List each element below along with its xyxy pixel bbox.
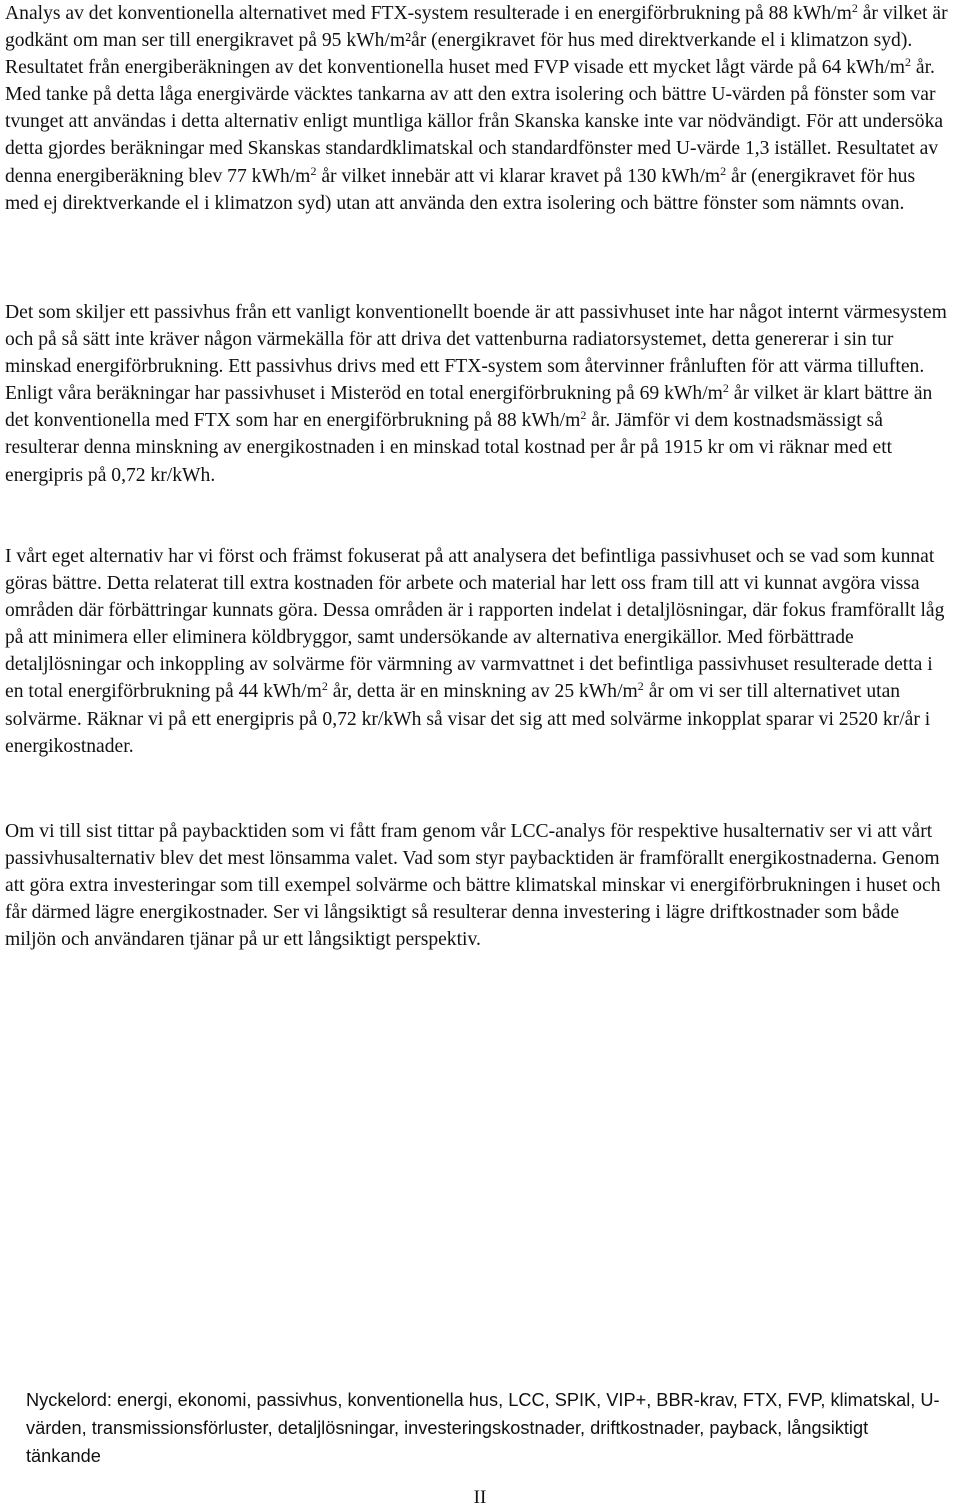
text-segment: år vilket är klart bättre än det konventionella med FTX som har en energiförbrukning på 88 kWh/m	[5, 383, 933, 432]
text-segment: Om vi till sist tittar på paybacktiden som vi fått fram genom vår LCC-analys för respektive husalternativ ser vi att vårt passivhusalternativ blev det mest lönsamma valet. Vad som styr paybacktiden är framförallt energikostnaderna. Genom att göra extra investeringar som till exempel solvärme och bättre klimatskal minskar vi energiförbrukningen i huset och får därmed lägre energikostnader. Ser vi långsiktigt så resulterar denna investering i lägre driftkostnader som både miljön och användaren tjänar på ur ett långsiktigt perspektiv.	[5, 821, 941, 951]
text-segment: Analys av det konventionella alternativet med FTX-system resulterade i en energiförbrukning på 88 kWh/m	[5, 3, 852, 24]
text-segment: Med tanke på detta låga energivärde väcktes tankarna av att den extra isolering och bättre U-värden på fönster som var tvunget att användas i detta alternativ enligt muntliga källor från Skanska kanske inte var nödvändigt.	[5, 84, 936, 133]
text-segment: år vilket är godkänt om man ser till energikravet på 95 kWh/m²år (energikravet för hus med direktverkande el i klimatzon syd).	[5, 3, 948, 52]
superscript: 2	[321, 679, 328, 694]
superscript: 2	[637, 679, 644, 694]
text-segment: år vilket innebär att vi klarar kravet på 130 kWh/m	[316, 165, 721, 187]
paragraph-own-alternative	[5, 543, 953, 760]
paragraph-payback	[5, 818, 953, 953]
text-segment: år.	[910, 57, 935, 79]
superscript: 2	[851, 0, 858, 15]
paragraph-energy-conventional	[5, 0, 953, 217]
text-segment: år om vi ser till alternativet utan solvärme. Räknar vi på ett energipris på 0,72 kr/kWh så visar det sig att med solvärme inkopplat sparar vi 2520 kr/år i energikostnader.	[5, 681, 931, 757]
text-segment: Det som skiljer ett passivhus från ett vanligt konventionellt boende är att passivhuset inte har något internt värmesystem och på så sätt inte kräver någon värmekälla för att driva det vattenburna radiatorsystemet, detta genererar i sin tur minskad energiförbrukning. Ett passivhus drivs med ett FTX-system som återvinner frånluften för att värma tilluften. Enligt våra beräkningar har passivhuset i Misteröd en total energiförbrukning på 69 kWh/m	[5, 302, 947, 405]
superscript: 2	[720, 163, 727, 178]
superscript: 2	[722, 381, 729, 396]
superscript: 2	[580, 408, 587, 423]
text-segment: år, detta är en minskning av 25 kWh/m	[327, 681, 638, 703]
text-segment: Resultatet från energiberäkningen av det konventionella huset med FVP visade ett mycket lågt värde på 64 kWh/m	[5, 57, 905, 79]
page-number: II	[473, 1487, 487, 1508]
keywords: Nyckelord: energi, ekonomi, passivhus, konventionella hus, LCC, SPIK, VIP+, BBR-krav, FTX, FVP, klimatskal, U-värden, transmissionsförluster, detaljlösningar, investeringskostnader, driftkostnader, payback, långsiktigt tänkande	[26, 1390, 940, 1466]
text-segment: I vårt eget alternativ har vi först och främst fokuserat på att analysera det befintliga passivhuset och se vad som kunnat göras bättre. Detta relaterat till extra kostnaden för arbete och material har lett oss fram till att vi kunnat avgöra vissa områden där förbättringar kunnats göra. Dessa områden är i rapporten indelat i detaljlösningar, där fokus framförallt låg på att minimera eller eliminera köldbryggor, samt undersökande av alternativa energikällor. Med förbättrade detaljlösningar och inkoppling av solvärme för värmning av varmvattnet i det befintliga passivhuset resulterade detta i en total energiförbrukning på 44 kWh/m	[5, 546, 945, 703]
paragraph-passive-house	[5, 299, 953, 489]
text-segment: För att undersöka detta gjordes beräkningar med Skanskas standardklimatskal och standardfönster med U-värde 1,3 istället.	[5, 111, 944, 160]
text-segment: år (energikravet för hus med ej direktverkande el i klimatzon syd) utan att använda den extra isolering och bättre fönster som nämnts ovan.	[5, 165, 916, 214]
superscript: 2	[310, 163, 317, 178]
superscript: 2	[904, 55, 911, 69]
text-segment: år. Jämför vi dem kostnadsmässigt så resulterar denna minskning av energikostnaden i en minskad total kostnad per år på 1915 kr om vi räknar med ett energipris på 0,72 kr/kWh.	[5, 410, 893, 486]
text-segment: Resultatet av denna energiberäkning blev 77 kWh/m	[5, 138, 939, 187]
